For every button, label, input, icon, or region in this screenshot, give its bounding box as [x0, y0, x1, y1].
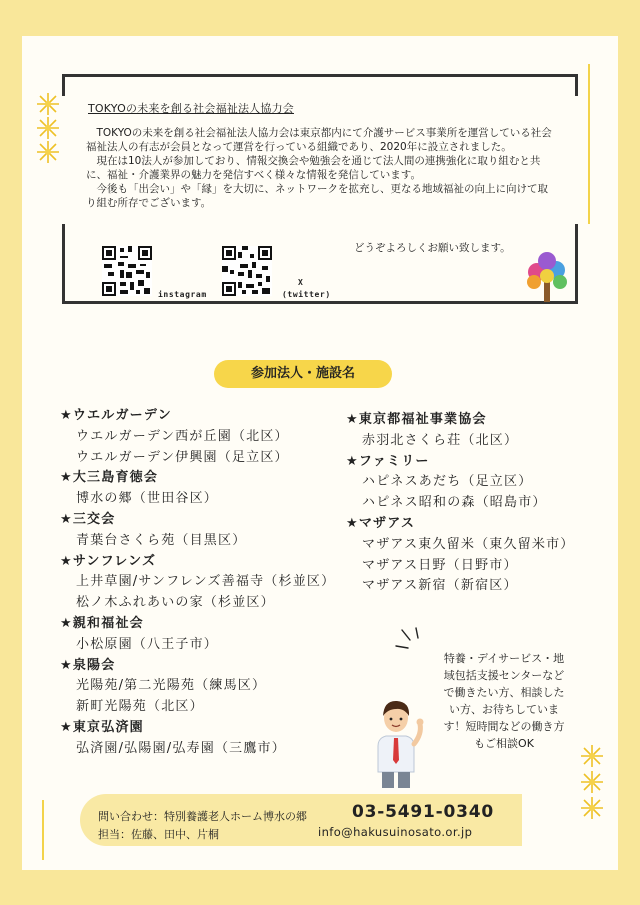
facility-name: マザアス日野（日野市） [362, 557, 518, 573]
flower-icon [36, 116, 60, 140]
accent-line [40, 800, 46, 860]
phone-number[interactable]: 03-5491-0340 [352, 802, 494, 822]
recruit-line: 特養・デイサービス・地 [443, 652, 565, 665]
intro-paragraph: TOKYOの未来を創る社会福祉法人協力会は東京都内にて介護サービス事業所を運営している社会福祉法人の有志が会員となって運営を行っている組織であり、2020年に設立されました。 [86, 127, 552, 153]
tree-icon [522, 250, 572, 304]
x-sublabel: (twitter) [282, 290, 331, 299]
member-list-left [60, 406, 335, 760]
qr-code-icon [222, 246, 272, 296]
group-name: ★東京都福祉事業協会 [346, 412, 487, 427]
group-name: ★ウエルガーデン [60, 408, 172, 423]
intro-title: TOKYOの未来を創る社会福祉法人協力会 [88, 102, 294, 115]
flower-icon [580, 796, 604, 820]
intro-frame-top [62, 74, 578, 96]
email-address[interactable]: info@hakusuinosato.or.jp [318, 825, 473, 839]
recruit-message [414, 650, 594, 752]
group-name: ★東京弘済園 [60, 719, 144, 735]
intro-paragraph: 現在は10法人が参加しており、情報交換会や勉強会を通じて法人間の連携強化に取り組むと共に、福祉・介護業界の魅力を発信すべく様々な情報を発信しています。 [86, 155, 541, 181]
recruit-line: で働きたい方、相談した [443, 686, 565, 699]
group-name: ★ファミリー [346, 453, 430, 469]
group-name: ★マザアス [346, 515, 416, 531]
group-name: ★大三島育徳会 [60, 470, 159, 486]
group-name: ★親和福祉会 [60, 615, 144, 631]
facility-name: 弘済園/弘陽園/弘寿園（三鷹市） [76, 740, 286, 756]
intro-paragraph: 今後も「出会い」や「縁」を大切に、ネットワークを拡充し、更なる地域福祉の向上に向けて取り組む所存でございます。 [86, 183, 548, 209]
flower-icon [36, 140, 60, 164]
staff-man-icon [364, 694, 428, 790]
group-name: ★三交会 [60, 511, 116, 527]
contact-label: 問い合わせ：特別養護老人ホーム博水の郷 [98, 810, 307, 823]
instagram-qr-code[interactable] [102, 246, 152, 296]
facility-name: ハピネス昭和の森（昭島市） [362, 495, 547, 511]
facility-name: 光陽苑/第二光陽苑（練馬区） [76, 678, 267, 694]
facility-name: 新町光陽苑（北区） [76, 699, 204, 715]
facility-name: ハピネスあだち（足立区） [362, 474, 533, 490]
recruit-line: す！短時間などの働き方 [443, 720, 565, 733]
intro-body [86, 126, 556, 210]
facility-name: 松ノ木ふれあいの家（杉並区） [76, 595, 275, 611]
facility-name: ウエルガーデン伊興園（足立区） [76, 449, 289, 465]
instagram-label: instagram [158, 290, 207, 299]
facility-name: マザアス東久留米（東久留米市） [362, 536, 575, 552]
facility-name: 赤羽北さくら荘（北区） [362, 432, 519, 448]
closing-text: どうぞよろしくお願い致します。 [354, 242, 511, 254]
facility-name: 小松原園（八王子市） [76, 636, 219, 652]
facility-name: 青葉台さくら苑（目黒区） [76, 532, 247, 548]
staff-label: 担当：佐藤、田中、片桐 [98, 828, 219, 841]
section-title: 参加法人・施設名 [214, 360, 392, 388]
flower-icon [36, 92, 60, 116]
facility-name: ウエルガーデン西が丘園（北区） [76, 428, 289, 444]
group-name: ★サンフレンズ [60, 553, 157, 569]
intro-box [62, 74, 578, 304]
member-list-right [346, 410, 574, 597]
facility-name: マザアス新宿（新宿区） [362, 578, 518, 594]
flower-icon [580, 770, 604, 794]
facility-name: 上井草園/サンフレンズ善福寺（杉並区） [76, 574, 336, 590]
group-name: ★泉陽会 [60, 657, 116, 673]
facility-name: 博水の郷（世田谷区） [76, 491, 219, 507]
x-label: X [298, 278, 304, 287]
qr-code-icon [102, 246, 152, 296]
recruit-line: 域包括支援センターなど [443, 669, 565, 682]
recruit-line: もご相談OK [474, 737, 534, 750]
recruit-line: い方、お待ちしていま [449, 703, 559, 716]
accent-line [586, 64, 592, 224]
x-qr-code[interactable] [222, 246, 272, 296]
